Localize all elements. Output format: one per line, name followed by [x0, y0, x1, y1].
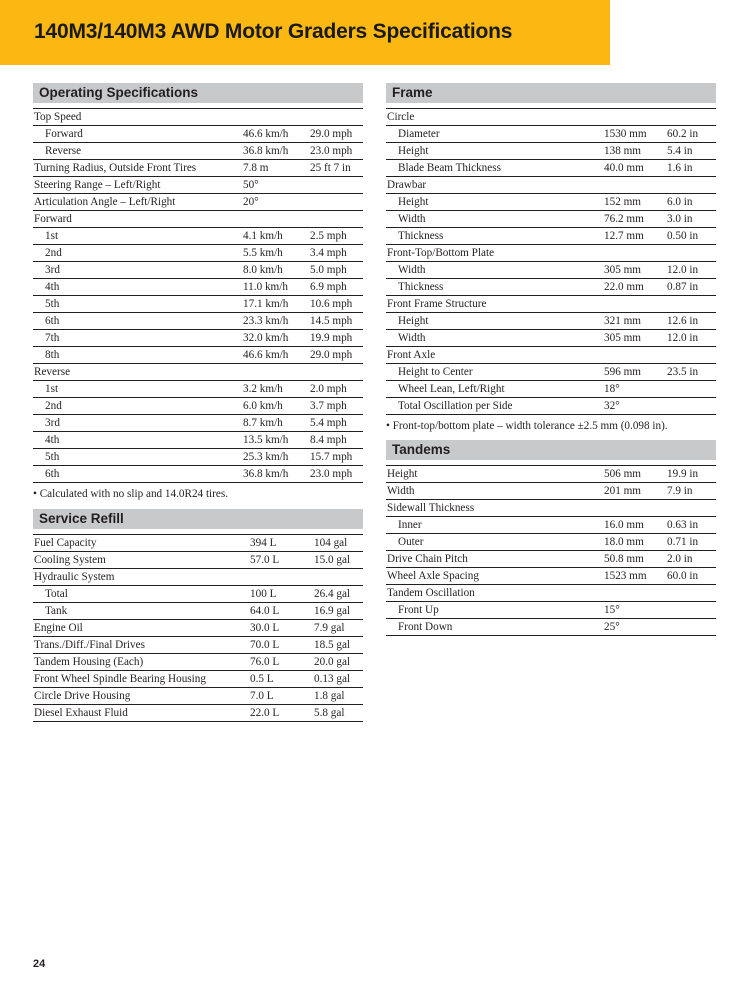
row-label: Articulation Angle – Left/Right [34, 196, 176, 208]
row-label: 6th [45, 468, 60, 480]
row-label: Top Speed [34, 111, 82, 123]
row-label: Tank [45, 605, 68, 617]
metric-value: 36.8 km/h [243, 468, 289, 480]
table-row [33, 160, 363, 177]
page-number: 24 [33, 958, 46, 970]
metric-value: 6.0 km/h [243, 400, 283, 412]
row-label: Height [398, 315, 429, 327]
row-label: Hydraulic System [34, 571, 115, 583]
table-row [33, 194, 363, 211]
row-label: Thickness [398, 230, 444, 242]
metric-value: 3.2 km/h [243, 383, 283, 395]
metric-value: 46.6 km/h [243, 128, 289, 140]
metric-value [243, 109, 310, 126]
metric-value: 76.0 L [250, 656, 280, 668]
imperial-value [310, 177, 363, 194]
metric-value: 138 mm [604, 145, 641, 157]
row-label: 4th [45, 434, 60, 446]
table-row [33, 296, 363, 313]
table-row [33, 671, 363, 688]
table-row [33, 552, 363, 569]
title-band [0, 0, 610, 65]
table-row [386, 330, 716, 347]
metric-value: 201 mm [604, 485, 641, 497]
table-row [386, 109, 716, 126]
metric-value: 5.5 km/h [243, 247, 283, 259]
row-label: 3rd [45, 417, 60, 429]
row-label: Width [398, 213, 426, 225]
table-row [33, 535, 363, 552]
metric-value: 1530 mm [604, 128, 647, 140]
imperial-value: 3.0 in [667, 213, 693, 225]
metric-value: 50.8 mm [604, 553, 644, 565]
imperial-value: 5.0 mph [310, 264, 347, 276]
metric-value: 7.8 m [243, 162, 269, 174]
table-row [33, 245, 363, 262]
row-label: 5th [45, 451, 60, 463]
metric-value: 18° [604, 383, 620, 395]
left-column [33, 83, 363, 722]
table-row [33, 126, 363, 143]
page-title: 140M3/140M3 AWD Motor Graders Specifications [34, 20, 513, 43]
imperial-value: 0.87 in [667, 281, 699, 293]
table-row [386, 602, 716, 619]
row-label: 7th [45, 332, 60, 344]
row-label: Drive Chain Pitch [387, 553, 468, 565]
table-row [33, 381, 363, 398]
imperial-value [310, 109, 363, 126]
imperial-value: 6.9 mph [310, 281, 347, 293]
metric-value: 8.7 km/h [243, 417, 283, 429]
metric-value [243, 364, 310, 381]
metric-value: 20° [243, 196, 259, 208]
row-label: Tandem Oscillation [387, 587, 475, 599]
table-row [386, 398, 716, 415]
imperial-value: 2.5 mph [310, 230, 347, 242]
metric-value: 12.7 mm [604, 230, 644, 242]
imperial-value: 2.0 in [667, 553, 693, 565]
table-row [33, 620, 363, 637]
metric-value: 70.0 L [250, 639, 280, 651]
row-label: Outer [398, 536, 424, 548]
row-label: Drawbar [387, 179, 427, 191]
row-label: Front Up [398, 604, 439, 616]
row-label: Diameter [398, 128, 440, 140]
imperial-value: 1.8 gal [314, 690, 345, 702]
imperial-value: 25 ft 7 in [310, 162, 351, 174]
table-row [33, 313, 363, 330]
row-label: 2nd [45, 400, 62, 412]
table-row [386, 160, 716, 177]
metric-value: 305 mm [604, 264, 641, 276]
metric-value: 506 mm [604, 468, 641, 480]
operating-specifications-heading: Operating Specifications [33, 83, 363, 103]
row-label: Engine Oil [34, 622, 83, 634]
table-row [386, 483, 716, 500]
service-refill-table [33, 534, 363, 722]
table-row [33, 586, 363, 603]
table-row [386, 534, 716, 551]
metric-value: 64.0 L [250, 605, 280, 617]
row-label: Reverse [34, 366, 71, 378]
imperial-value: 14.5 mph [310, 315, 353, 327]
table-row [33, 432, 363, 449]
row-label: 2nd [45, 247, 62, 259]
imperial-value: 12.0 in [667, 264, 699, 276]
metric-value [604, 109, 667, 126]
table-row [33, 262, 363, 279]
metric-value: 17.1 km/h [243, 298, 289, 310]
imperial-value [667, 296, 716, 313]
imperial-value: 26.4 gal [314, 588, 351, 600]
row-label: Forward [34, 213, 72, 225]
imperial-value [667, 619, 716, 636]
metric-value: 11.0 km/h [243, 281, 288, 293]
imperial-value: 15.7 mph [310, 451, 353, 463]
row-label: Width [387, 485, 415, 497]
row-label: 6th [45, 315, 60, 327]
table-row [386, 381, 716, 398]
imperial-value [667, 585, 716, 602]
metric-value [604, 585, 667, 602]
metric-value: 76.2 mm [604, 213, 644, 225]
table-row [386, 126, 716, 143]
table-row [386, 262, 716, 279]
imperial-value: 29.0 mph [310, 349, 353, 361]
imperial-value: 29.0 mph [310, 128, 353, 140]
table-row [33, 330, 363, 347]
table-row [386, 568, 716, 585]
table-row [33, 654, 363, 671]
right-column [386, 83, 716, 636]
metric-value: 32.0 km/h [243, 332, 289, 344]
row-label: Height [387, 468, 418, 480]
metric-value: 32° [604, 400, 620, 412]
imperial-value: 7.9 gal [314, 622, 345, 634]
row-label: Width [398, 264, 426, 276]
table-row [33, 637, 363, 654]
row-label: Front Wheel Spindle Bearing Housing [34, 673, 206, 685]
row-label: Inner [398, 519, 422, 531]
metric-value [243, 211, 310, 228]
metric-value: 321 mm [604, 315, 641, 327]
imperial-value: 0.71 in [667, 536, 699, 548]
imperial-value: 0.13 gal [314, 673, 351, 685]
imperial-value: 23.0 mph [310, 468, 353, 480]
row-label: Total [45, 588, 68, 600]
table-row [386, 517, 716, 534]
operating-note: • Calculated with no slip and 14.0R24 tires. [33, 488, 229, 500]
metric-value: 46.6 km/h [243, 349, 289, 361]
metric-value [604, 177, 667, 194]
row-label: Forward [45, 128, 83, 140]
imperial-value [314, 569, 363, 586]
table-row [386, 313, 716, 330]
imperial-value: 23.5 in [667, 366, 699, 378]
imperial-value: 5.4 mph [310, 417, 347, 429]
imperial-value: 1.6 in [667, 162, 693, 174]
metric-value: 596 mm [604, 366, 641, 378]
row-label: Reverse [45, 145, 82, 157]
imperial-value: 20.0 gal [314, 656, 351, 668]
row-label: Height [398, 196, 429, 208]
table-row [33, 449, 363, 466]
imperial-value: 3.7 mph [310, 400, 347, 412]
tandems-heading: Tandems [386, 440, 716, 460]
table-row [386, 296, 716, 313]
table-row [33, 279, 363, 296]
imperial-value: 6.0 in [667, 196, 693, 208]
imperial-value: 19.9 mph [310, 332, 353, 344]
imperial-value: 19.9 in [667, 468, 699, 480]
table-row [386, 177, 716, 194]
table-row [386, 347, 716, 364]
metric-value: 8.0 km/h [243, 264, 283, 276]
imperial-value: 16.9 gal [314, 605, 351, 617]
table-row [33, 569, 363, 586]
operating-specifications-table [33, 108, 363, 483]
metric-value: 25° [604, 621, 620, 633]
row-label: Circle [387, 111, 415, 123]
imperial-value [667, 109, 716, 126]
row-label: Total Oscillation per Side [398, 400, 513, 412]
row-label: 8th [45, 349, 60, 361]
imperial-value: 5.8 gal [314, 707, 345, 719]
table-row [386, 228, 716, 245]
row-label: 4th [45, 281, 60, 293]
metric-value: 50° [243, 179, 259, 191]
frame-heading: Frame [386, 83, 716, 103]
row-label: Height to Center [398, 366, 473, 378]
service-refill-heading: Service Refill [33, 509, 363, 529]
row-label: 5th [45, 298, 60, 310]
table-row [33, 109, 363, 126]
table-row [386, 143, 716, 160]
row-label: 1st [45, 230, 59, 242]
table-row [386, 245, 716, 262]
imperial-value: 60.0 in [667, 570, 699, 582]
imperial-value: 12.6 in [667, 315, 699, 327]
metric-value: 40.0 mm [604, 162, 644, 174]
metric-value [604, 296, 667, 313]
table-row [33, 177, 363, 194]
imperial-value: 12.0 in [667, 332, 699, 344]
metric-value: 23.3 km/h [243, 315, 289, 327]
row-label: Cooling System [34, 554, 106, 566]
table-row [386, 211, 716, 228]
table-row [33, 705, 363, 722]
row-label: Circle Drive Housing [34, 690, 131, 702]
metric-value: 1523 mm [604, 570, 647, 582]
imperial-value: 18.5 gal [314, 639, 351, 651]
metric-value: 4.1 km/h [243, 230, 283, 242]
metric-value [604, 245, 667, 262]
table-row [33, 466, 363, 483]
table-row [33, 364, 363, 381]
metric-value: 25.3 km/h [243, 451, 289, 463]
imperial-value: 3.4 mph [310, 247, 347, 259]
metric-value [604, 347, 667, 364]
metric-value: 30.0 L [250, 622, 280, 634]
row-label: Width [398, 332, 426, 344]
metric-value: 0.5 L [250, 673, 274, 685]
row-label: Front-Top/Bottom Plate [387, 247, 495, 259]
row-label: 3rd [45, 264, 60, 276]
metric-value: 152 mm [604, 196, 641, 208]
metric-value: 16.0 mm [604, 519, 644, 531]
imperial-value: 0.63 in [667, 519, 699, 531]
table-row [33, 398, 363, 415]
imperial-value: 60.2 in [667, 128, 699, 140]
row-label: Front Down [398, 621, 453, 633]
imperial-value: 23.0 mph [310, 145, 353, 157]
table-row [33, 143, 363, 160]
row-label: Wheel Axle Spacing [387, 570, 479, 582]
metric-value: 305 mm [604, 332, 641, 344]
table-row [33, 688, 363, 705]
metric-value: 22.0 mm [604, 281, 644, 293]
imperial-value [310, 364, 363, 381]
metric-value: 394 L [250, 537, 277, 549]
row-label: Trans./Diff./Final Drives [34, 639, 145, 651]
table-row [386, 619, 716, 636]
row-label: Thickness [398, 281, 444, 293]
frame-note: • Front-top/bottom plate – width tolerance ±2.5 mm (0.098 in). [386, 420, 668, 432]
imperial-value [667, 602, 716, 619]
table-row [33, 211, 363, 228]
frame-table [386, 108, 716, 415]
metric-value: 36.8 km/h [243, 145, 289, 157]
metric-value: 18.0 mm [604, 536, 644, 548]
imperial-value [667, 398, 716, 415]
row-label: Turning Radius, Outside Front Tires [34, 162, 197, 174]
row-label: Front Frame Structure [387, 298, 487, 310]
table-row [386, 194, 716, 211]
table-row [386, 500, 716, 517]
table-row [386, 585, 716, 602]
imperial-value: 0.50 in [667, 230, 699, 242]
table-row [33, 415, 363, 432]
imperial-value: 2.0 mph [310, 383, 347, 395]
metric-value: 13.5 km/h [243, 434, 289, 446]
imperial-value: 5.4 in [667, 145, 693, 157]
imperial-value [310, 211, 363, 228]
row-label: Wheel Lean, Left/Right [398, 383, 505, 395]
imperial-value [667, 500, 716, 517]
metric-value: 15° [604, 604, 620, 616]
imperial-value: 15.0 gal [314, 554, 351, 566]
imperial-value [667, 245, 716, 262]
row-label: Diesel Exhaust Fluid [34, 707, 128, 719]
imperial-value [310, 194, 363, 211]
row-label: Height [398, 145, 429, 157]
table-row [33, 347, 363, 364]
table-row [386, 466, 716, 483]
tandems-table [386, 465, 716, 636]
table-row [386, 551, 716, 568]
row-label: Tandem Housing (Each) [34, 656, 144, 668]
metric-value [604, 500, 667, 517]
table-row [386, 279, 716, 296]
imperial-value: 8.4 mph [310, 434, 347, 446]
metric-value: 100 L [250, 588, 277, 600]
metric-value [250, 569, 314, 586]
row-label: Fuel Capacity [34, 537, 97, 549]
metric-value: 57.0 L [250, 554, 280, 566]
table-row [33, 603, 363, 620]
imperial-value [667, 381, 716, 398]
row-label: Sidewall Thickness [387, 502, 475, 514]
imperial-value: 104 gal [314, 537, 348, 549]
row-label: Front Axle [387, 349, 436, 361]
table-row [386, 364, 716, 381]
row-label: Blade Beam Thickness [398, 162, 501, 174]
metric-value: 22.0 L [250, 707, 280, 719]
imperial-value: 10.6 mph [310, 298, 353, 310]
imperial-value: 7.9 in [667, 485, 693, 497]
metric-value: 7.0 L [250, 690, 274, 702]
imperial-value [667, 177, 716, 194]
row-label: 1st [45, 383, 59, 395]
imperial-value [667, 347, 716, 364]
table-row [33, 228, 363, 245]
row-label: Steering Range – Left/Right [34, 179, 161, 191]
